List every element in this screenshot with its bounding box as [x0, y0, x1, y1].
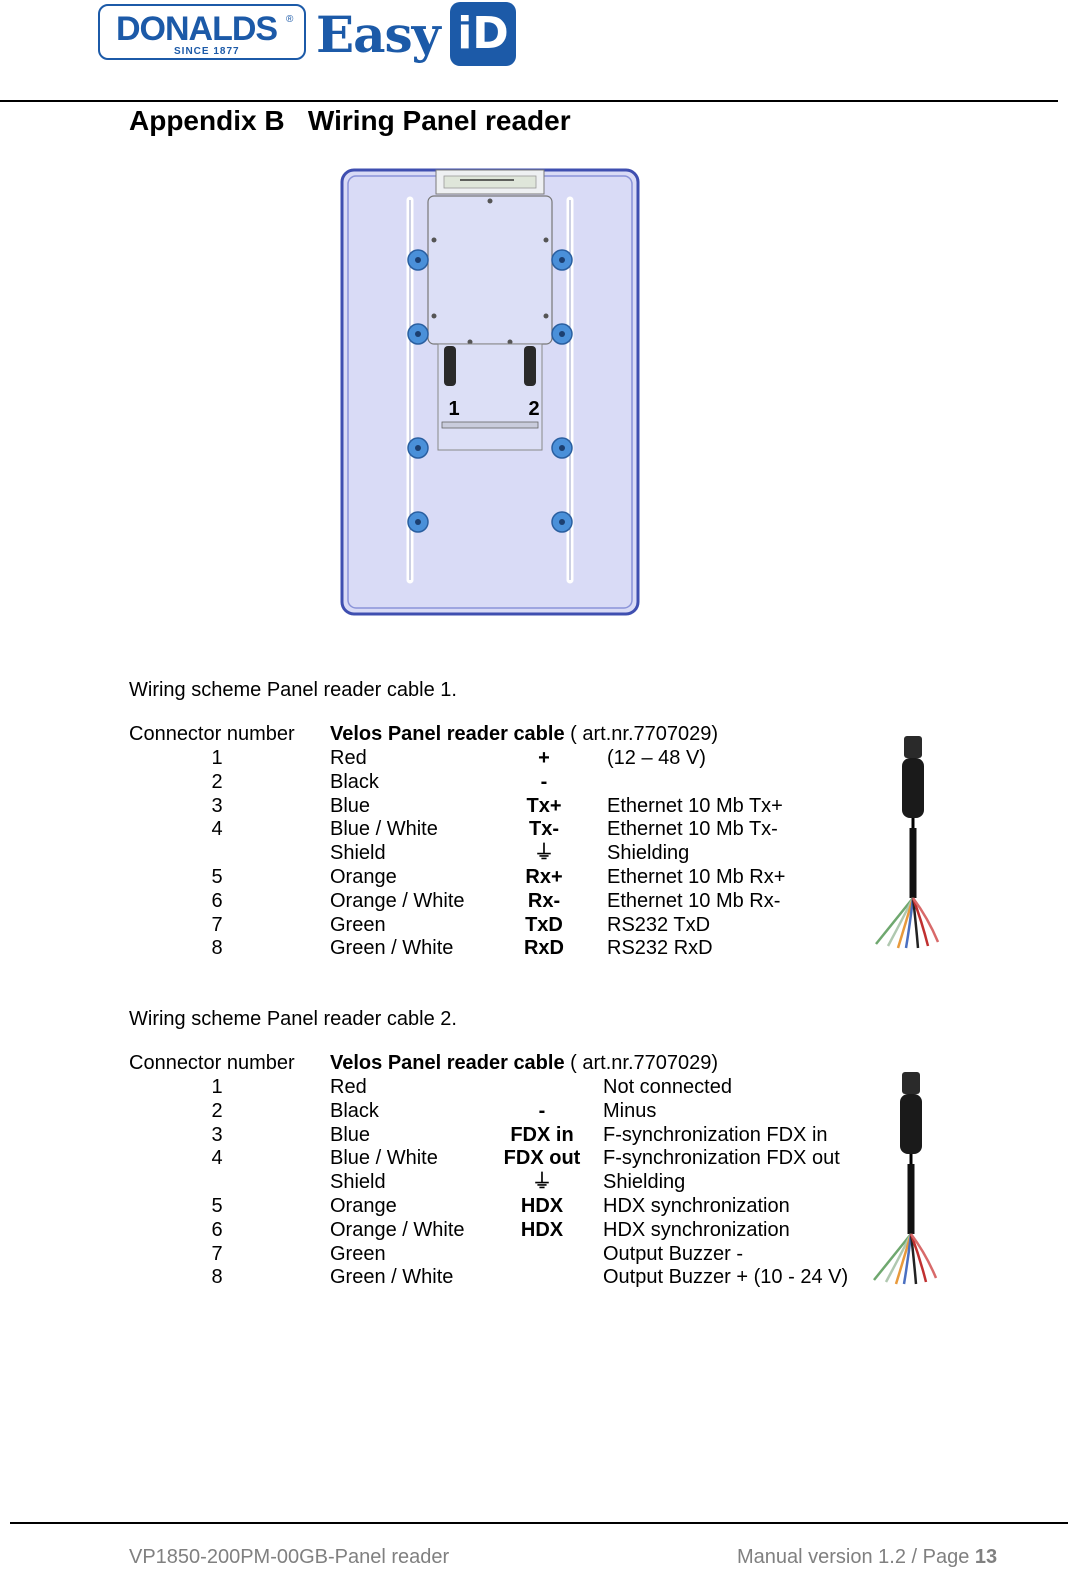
cable1-row-signal: RxD: [523, 937, 564, 960]
registered-mark: ®: [286, 14, 294, 25]
cable2-row-description: HDX synchronization: [603, 1195, 790, 1217]
cable2-row-number: 1: [211, 1076, 223, 1098]
cable1-row-number: 2: [211, 770, 223, 793]
footer-page-number: 13: [974, 1546, 998, 1568]
cable2-row-number: 4: [211, 1147, 223, 1170]
cable2-photo: [864, 1070, 944, 1290]
cable1-photo: [866, 734, 946, 954]
cable2-cable-header-bold: Velos Panel reader cable: [330, 1052, 565, 1074]
cable1-row-wire-color: Black: [330, 770, 379, 793]
cable2-cable-header: [330, 1051, 718, 1075]
cable1-row-wire-color: Blue / White: [330, 818, 438, 841]
cable2-row-number: 5: [211, 1195, 223, 1217]
footer-version: Manual version 1.2 / Page: [737, 1546, 975, 1568]
cable1-row-signal: +: [538, 747, 550, 769]
cable1-row-description: RS232 TxD: [607, 913, 711, 936]
cable1-row-wire-color: Orange / White: [330, 889, 465, 912]
cable1-row-description: Ethernet 10 Mb Rx-: [607, 889, 781, 912]
donalds-logo: [98, 4, 306, 60]
cable2-caption: Wiring scheme Panel reader cable 2.: [129, 1008, 457, 1030]
cable2-row-wire-color: Orange / White: [330, 1218, 465, 1241]
cable1-row-signal: ⏚: [534, 842, 554, 865]
cable2-row-wire-color: Red: [330, 1076, 367, 1098]
cable1-row-signal: Rx+: [525, 866, 563, 888]
cable1-row-wire-color: Green: [330, 913, 386, 936]
cable1-row-signal: Rx-: [527, 889, 561, 912]
cable2-row-description: Minus: [603, 1099, 657, 1122]
cable1-row-number: 8: [211, 937, 223, 960]
cable1-row-description: Ethernet 10 Mb Tx+: [607, 794, 783, 817]
cable1-row-signal: -: [540, 770, 548, 793]
cable1-cable-header-art: ( art.nr.7707029): [564, 723, 719, 745]
cable1-row-number: 1: [211, 747, 223, 769]
easy-logo-text: Easy: [316, 5, 440, 64]
panel-reader-illustration: [338, 166, 642, 618]
cable1-row-number: 4: [211, 818, 223, 841]
cable1-cable-header: [330, 722, 718, 746]
footer-rule: [10, 1522, 1068, 1524]
cable2-row-signal: HDX: [520, 1218, 564, 1241]
cable2-row-wire-color: Blue / White: [330, 1147, 438, 1170]
cable1-row-wire-color: Green / White: [330, 937, 454, 960]
cable1-row-signal: TxD: [525, 913, 563, 936]
cable2-row-description: Output Buzzer -: [603, 1242, 744, 1265]
cable1-row-wire-color: Blue: [330, 794, 371, 817]
cable2-row-number: 6: [211, 1218, 223, 1241]
cable1-row-description: Shielding: [607, 842, 690, 865]
cable2-row-description: HDX synchronization: [603, 1218, 790, 1241]
cable2-row-number: 7: [211, 1242, 223, 1265]
donalds-since-text: SINCE 1877: [174, 46, 240, 57]
cable2-row-wire-color: Blue: [330, 1123, 371, 1146]
header-rule: [0, 100, 1058, 102]
cable2-row-signal: HDX: [520, 1195, 564, 1217]
cable2-row-description: Shielding: [603, 1171, 686, 1194]
cable1-row-description: RS232 RxD: [607, 937, 713, 960]
cable1-row-number: 5: [211, 866, 223, 888]
cable1-row-signal: Tx-: [529, 818, 559, 841]
cable1-row-description: (12 – 48 V): [607, 747, 706, 769]
cable2-row-number: 3: [211, 1123, 223, 1146]
cable2-row-signal: FDX out: [503, 1147, 581, 1170]
cable1-row-number: 7: [211, 913, 223, 936]
footer-page-info: [737, 1546, 997, 1569]
connector-label-1: 1: [448, 398, 460, 420]
cable1-row-description: Ethernet 10 Mb Tx-: [607, 818, 778, 841]
cable2-row-description: Not connected: [603, 1076, 732, 1098]
cable2-row-number: 2: [211, 1099, 223, 1122]
connector-label-2: 2: [528, 398, 540, 420]
cable2-row-wire-color: Green / White: [330, 1266, 454, 1289]
footer-doc-id: VP1850-200PM-00GB-Panel reader: [129, 1546, 450, 1568]
cable2-row-wire-color: Black: [330, 1099, 379, 1122]
cable2-connector-header: Connector number: [129, 1052, 295, 1074]
cable2-row-description: F-synchronization FDX in: [603, 1123, 828, 1146]
id-logo-badge: iD: [450, 2, 516, 66]
cable2-cable-header-art: ( art.nr.7707029): [564, 1052, 719, 1074]
cable2-row-wire-color: Green: [330, 1242, 386, 1265]
cable1-row-wire-color: Orange: [330, 866, 397, 888]
donalds-logo-text: DONALDS: [116, 10, 278, 48]
cable1-row-wire-color: Shield: [330, 842, 386, 865]
cable1-cable-header-bold: Velos Panel reader cable: [330, 723, 565, 745]
cable1-caption: Wiring scheme Panel reader cable 1.: [129, 679, 457, 701]
cable2-row-signal: -: [538, 1099, 546, 1122]
cable1-row-number: 3: [211, 794, 223, 817]
cable2-row-signal: FDX in: [510, 1123, 574, 1146]
cable1-row-number: 6: [211, 889, 223, 912]
cable2-row-description: F-synchronization FDX out: [603, 1147, 840, 1170]
cable1-connector-header: Connector number: [129, 723, 295, 745]
cable1-row-signal: Tx+: [526, 794, 562, 817]
cable1-row-description: Ethernet 10 Mb Rx+: [607, 866, 786, 888]
cable2-row-description: Output Buzzer + (10 - 24 V): [603, 1266, 849, 1289]
cable2-row-wire-color: Shield: [330, 1171, 386, 1194]
cable1-row-wire-color: Red: [330, 747, 367, 769]
cable2-row-number: 8: [211, 1266, 223, 1289]
cable2-row-signal: ⏚: [532, 1171, 552, 1194]
page-heading: Appendix B Wiring Panel reader: [129, 105, 571, 136]
cable2-row-wire-color: Orange: [330, 1195, 397, 1217]
